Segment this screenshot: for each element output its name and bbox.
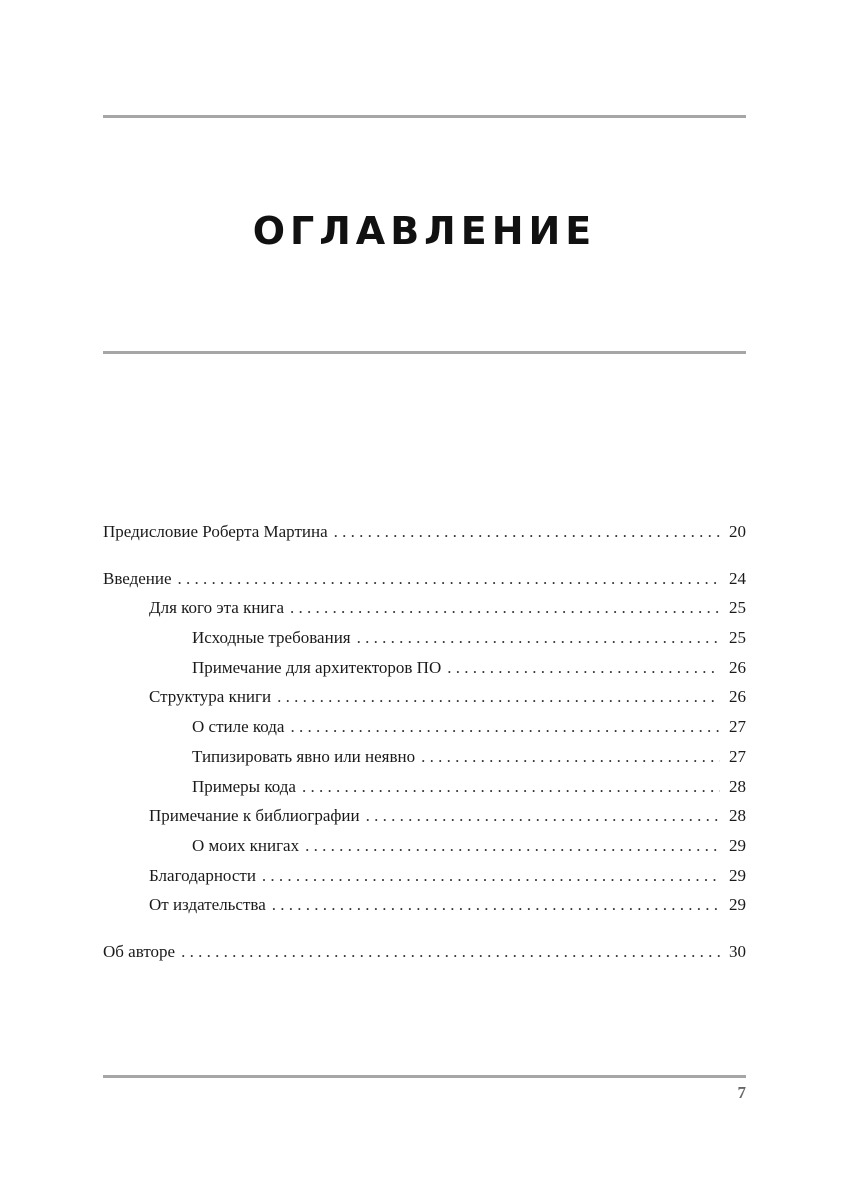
toc-entry-label: Введение [103,568,172,588]
toc-entry-label: О стиле кода [192,717,285,737]
toc-entry-page: 28 [729,776,746,796]
toc-entry-label: Структура книги [149,687,272,707]
toc-entry-page: 25 [729,628,746,648]
toc-entry-page: 26 [729,687,746,707]
toc-entry-typing[interactable] [103,742,746,772]
toc-entry-book-structure[interactable] [103,682,746,712]
top-rule [103,115,746,118]
toc-entry-label: Исходные требования [192,628,351,648]
toc-entry-page: 20 [729,522,746,541]
dot-leader [302,772,720,802]
dot-leader [178,564,720,594]
dot-leader [447,653,720,683]
toc-entry-acknowledgements[interactable] [103,861,746,891]
dot-leader [366,801,720,831]
dot-leader [290,712,720,742]
dot-leader [290,593,720,623]
toc-entry-label: От издательства [149,895,266,915]
toc-entry-page: 25 [729,598,746,618]
page-number: 7 [737,1083,746,1102]
toc-entry-page: 27 [729,717,746,737]
dot-leader [305,831,720,861]
dot-leader [357,623,720,653]
dot-leader [277,682,720,712]
toc-entry-audience[interactable] [103,593,746,623]
page-title: ОГЛАВЛЕНИЕ [252,209,597,253]
toc-entry-label: Об авторе [103,941,176,961]
toc-entry-about-author[interactable] [103,937,746,967]
toc-entry-label: Примеры кода [192,776,296,796]
toc-entry-code-style[interactable] [103,712,746,742]
toc-entry-page: 27 [729,746,746,766]
toc-entry-page: 29 [729,835,746,855]
dot-leader [262,861,720,891]
toc-entry-my-books[interactable] [103,831,746,861]
toc-entry-page: 30 [729,941,746,961]
toc-entry-from-publisher[interactable] [103,890,746,920]
toc-entry-label: Типизировать явно или неявно [192,746,416,766]
toc-entry-label: Предисловие Роберта Мартина [103,522,328,541]
toc-entry-introduction[interactable] [103,564,746,594]
title-divider [103,351,746,354]
toc-entry-page: 29 [729,865,746,885]
toc-entry-architects-note[interactable] [103,653,746,683]
toc-entry-label: О моих книгах [192,835,300,855]
toc-entry-label: Примечание к библиографии [149,806,360,826]
dot-leader [272,890,720,920]
toc-entry-label: Для кого эта книга [149,598,285,618]
toc-entry-page: 26 [729,657,746,677]
toc-entry-code-examples[interactable] [103,772,746,802]
toc-entry-page: 28 [729,806,746,826]
dot-leader [181,937,720,967]
toc-entry-label: Примечание для архитекторов ПО [192,657,442,677]
footer-rule [103,1075,746,1078]
toc-entry-page: 24 [729,568,746,588]
table-of-contents [103,517,746,967]
toc-entry-label: Благодарности [149,865,256,885]
toc-entry-foreword[interactable] [103,517,746,547]
dot-leader [421,742,720,772]
toc-entry-bibliography-note[interactable] [103,801,746,831]
toc-entry-page: 29 [729,895,746,915]
toc-entry-prerequisites[interactable] [103,623,746,653]
dot-leader [334,517,720,547]
